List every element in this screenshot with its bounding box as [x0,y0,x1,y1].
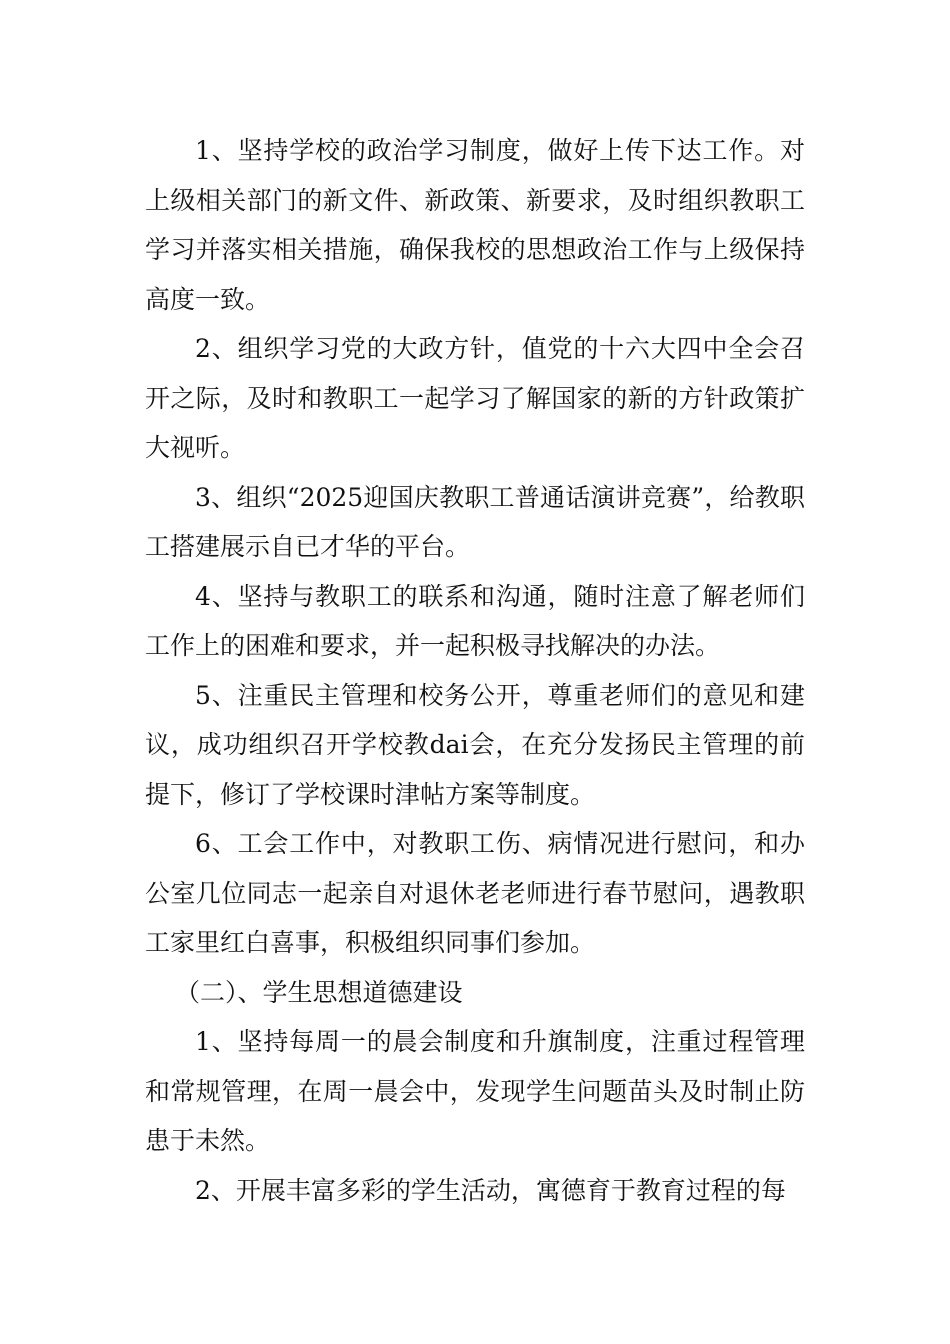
paragraph-4: 4、坚持与教职工的联系和沟通，随时注意了解老师们工作上的困难和要求，并一起积极寻找解决的办法。 [145,581,805,660]
paragraph-5: 5、注重民主管理和校务公开，尊重老师们的意见和建议，成功组织召开学校教dai会，在充分发扬民主管理的前提下，修订了学校课时津帖方案等制度。 [145,680,805,809]
paragraph-6: 6、工会工作中，对教职工伤、病情况进行慰问，和办公室几位同志一起亲自对退休老老师进行春节慰问，遇教职工家里红白喜事，积极组织同事们参加。 [145,829,805,957]
section-paragraph-1: 1、坚持每周一的晨会制度和升旗制度，注重过程管理和常规管理，在周一晨会中，发现学生问题苗头及时制止防患于未然。 [145,1027,805,1155]
document-body [145,126,805,1215]
section-heading: （二）、学生思想道德建设 [175,977,463,1007]
section-paragraph-2: 2、开展丰富多彩的学生活动，寓德育于教育过程的每 [195,1175,786,1205]
paragraph-1: 1、坚持学校的政治学习制度，做好上传下达工作。对上级相关部门的新文件、新政策、新要求，及时组织教职工学习并落实相关措施，确保我校的思想政治工作与上级保持高度一致。 [145,136,805,314]
paragraph-3: 3、组织“2025迎国庆教职工普通话演讲竞赛”，给教职工搭建展示自已才华的平台。 [145,482,805,561]
paragraph-2: 2、组织学习党的大政方针，值党的十六大四中全会召开之际，及时和教职工一起学习了解国家的新的方针政策扩大视听。 [145,334,805,462]
